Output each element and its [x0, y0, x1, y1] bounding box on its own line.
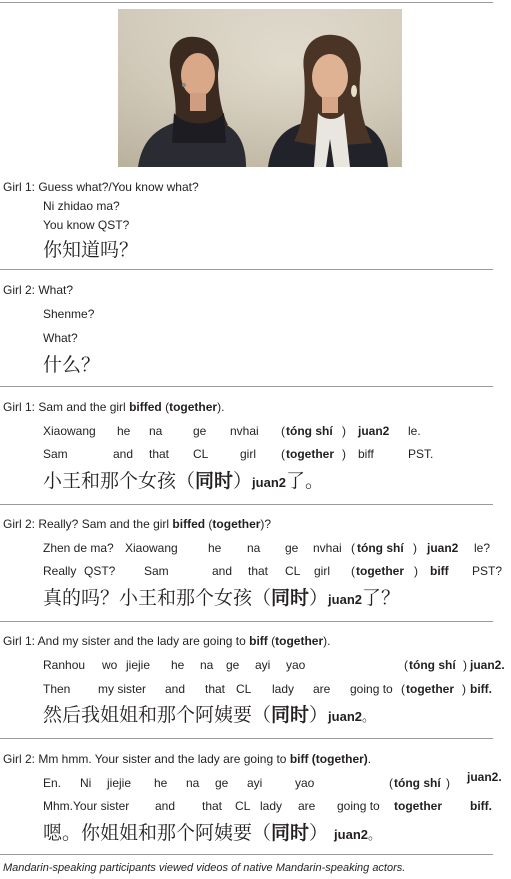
d5-gloss-token: CL [236, 682, 252, 696]
d4-pinyin-token: ge [285, 541, 299, 555]
d4-speaker-bold-adverb: together [212, 517, 261, 531]
d2-speaker-line: Girl 2: What? [3, 283, 74, 297]
d4-pinyin-token: Zhen de ma? [43, 541, 114, 555]
d3-gloss-token: ( [281, 447, 285, 461]
d5-gloss-token: biff. [470, 682, 492, 696]
actors-illustration [118, 9, 402, 167]
d4-gloss-token: and [212, 564, 233, 578]
d3-gloss-token: PST. [408, 447, 434, 461]
d4-chinese-verb: juan2 [328, 592, 363, 607]
d5-gloss-token: ( [401, 682, 405, 696]
d6-chinese [43, 818, 381, 845]
d4-speaker-line [3, 517, 271, 531]
d6-chinese-part-a: 嗯。你姐姐和那个阿姨要（ [43, 822, 272, 844]
d6-gloss-token: CL [235, 799, 251, 813]
d3-gloss-token: Sam [43, 447, 68, 461]
d1-chinese: 你知道吗？ [43, 239, 139, 261]
d2-gloss: What? [43, 331, 78, 345]
d3-gloss-token: ) [342, 447, 346, 461]
d3-pinyin-token: ) [342, 424, 346, 438]
top-rule [0, 2, 493, 3]
d5-speaker-line [3, 634, 330, 648]
d3-speaker-prefix: Girl 1: Sam and the girl [3, 400, 130, 414]
d6-pinyin-token: he [154, 776, 168, 790]
d5-pinyin-token: yao [286, 658, 306, 672]
d6-gloss-token: going to [337, 799, 380, 813]
d3-chinese-part-a: 小王和那个女孩（ [43, 470, 196, 492]
d5-pinyin-token: ( [404, 658, 408, 672]
d5-gloss-token: ) [462, 682, 466, 696]
d2-pinyin: Shenme? [43, 307, 95, 321]
d3-gloss-token: girl [240, 447, 257, 461]
d5-speaker-prefix: Girl 1: And my sister and the lady are going to [3, 634, 250, 648]
d3-speaker-bold-verb: biffed [129, 400, 162, 414]
d4-chinese-part-c: ） [309, 587, 329, 609]
d5-gloss-token: and [165, 682, 186, 696]
d4-chinese-bold: 同时 [271, 587, 310, 609]
divider-5 [0, 738, 493, 739]
d5-pinyin-token: wo [102, 658, 118, 672]
d6-pinyin-token: ge [215, 776, 229, 790]
d3-chinese [43, 466, 324, 493]
d4-speaker-prefix: Girl 2: Really? Sam and the girl [3, 517, 173, 531]
d6-chinese-part-c: ） [309, 822, 329, 844]
divider-1 [0, 269, 493, 270]
d3-pinyin-token: Xiaowang [43, 424, 96, 438]
d6-pinyin-token: Ni [80, 776, 92, 790]
d6-speaker-line [3, 752, 371, 766]
d3-pinyin-token: le. [408, 424, 421, 438]
d3-gloss-token: biff [358, 447, 374, 461]
d5-chinese-bold: 同时 [271, 704, 310, 726]
d5-gloss-token: are [313, 682, 331, 696]
d5-speaker-mid: ( [267, 634, 276, 648]
divider-2 [0, 386, 493, 387]
d5-gloss-token: my sister [98, 682, 146, 696]
d5-gloss-token: together [406, 682, 454, 696]
d4-gloss-token: girl [314, 564, 331, 578]
d4-gloss-token: biff [430, 564, 449, 578]
d4-speaker-suffix: )? [260, 517, 272, 531]
d3-chinese-part-c: ） [233, 470, 253, 492]
d4-gloss-token: ( [351, 564, 355, 578]
d6-pinyin-token: juan2. [467, 770, 502, 784]
divider-3 [0, 504, 493, 505]
d6-chinese-bold: 同时 [271, 822, 310, 844]
d6-speaker-prefix: Girl 2: Mm hmm. Your sister and the lady are going to [3, 752, 290, 766]
d6-pinyin-token: na [186, 776, 200, 790]
d3-chinese-verb: juan2 [252, 475, 287, 490]
d5-chinese-part-e: 。 [362, 710, 376, 725]
d3-pinyin-token: ge [193, 424, 207, 438]
d5-pinyin-token: he [171, 658, 185, 672]
d4-gloss-token: PST? [472, 564, 503, 578]
d5-pinyin-token: jiejie [126, 658, 151, 672]
d5-speaker-suffix: ). [323, 634, 331, 648]
divider-4 [0, 621, 493, 622]
d4-pinyin-token: Xiaowang [125, 541, 178, 555]
d5-speaker-bold-adverb: together [275, 634, 324, 648]
d5-gloss-token: Then [43, 682, 71, 696]
d5-pinyin-token: ayi [255, 658, 271, 672]
d4-speaker-mid: ( [205, 517, 213, 531]
d3-pinyin-token: nvhai [230, 424, 259, 438]
d6-chinese-part-e: 。 [368, 828, 382, 843]
d3-speaker-bold-adverb: together [169, 400, 218, 414]
d3-chinese-part-e: 了。 [286, 470, 325, 492]
d3-gloss-token: CL [193, 447, 209, 461]
d3-gloss-token: together [286, 447, 334, 461]
d3-pinyin-token: na [149, 424, 163, 438]
d6-pinyin-token: ) [446, 776, 450, 790]
d4-pinyin-token: nvhai [313, 541, 342, 555]
d6-pinyin-token: En. [43, 776, 62, 790]
d3-gloss-token: and [113, 447, 134, 461]
d1-speaker-line: Girl 1: Guess what?/You know what? [3, 180, 199, 194]
d6-pinyin-token: tóng shí [394, 776, 441, 790]
divider-6 [0, 854, 493, 855]
d4-gloss-token: CL [285, 564, 301, 578]
d4-gloss-token: together [356, 564, 404, 578]
d6-pinyin-token: ayi [247, 776, 263, 790]
d6-gloss-token: Mhm.Your sister [43, 799, 130, 813]
d3-chinese-bold: 同时 [195, 470, 234, 492]
d6-pinyin-token: ( [389, 776, 393, 790]
d6-gloss-token: are [298, 799, 316, 813]
d6-gloss-token: together [394, 799, 442, 813]
d6-speaker-suffix: . [367, 752, 372, 766]
d3-pinyin-token: ( [281, 424, 285, 438]
d4-pinyin-token: tóng shí [357, 541, 404, 555]
d6-chinese-verb: juan2 [334, 827, 369, 842]
d5-pinyin-token: Ranhou [43, 658, 86, 672]
d3-pinyin-token: juan2 [358, 424, 390, 438]
d4-pinyin-token: na [247, 541, 261, 555]
d4-gloss-token: that [248, 564, 269, 578]
d6-gloss-token: and [155, 799, 176, 813]
d5-pinyin-token: ) [463, 658, 467, 672]
d5-chinese-part-c: ） [309, 704, 329, 726]
d4-chinese-part-a: 真的吗？小王和那个女孩（ [43, 587, 272, 609]
d6-gloss-token: that [202, 799, 223, 813]
d6-pinyin-token: jiejie [107, 776, 132, 790]
d3-speaker-line [3, 400, 224, 414]
d3-speaker-suffix: ). [217, 400, 225, 414]
d4-chinese [43, 583, 400, 610]
d5-gloss-token: lady [272, 682, 295, 696]
d4-chinese-part-e: 了？ [362, 587, 401, 609]
d4-gloss-token: Really [43, 564, 77, 578]
d5-pinyin-token: ge [226, 658, 240, 672]
d4-gloss-token: ) [414, 564, 418, 578]
d6-gloss-token: biff. [470, 799, 492, 813]
d6-speaker-bold-phrase: biff (together) [289, 752, 368, 766]
d5-chinese-verb: juan2 [328, 709, 363, 724]
d5-pinyin-token: na [200, 658, 214, 672]
d4-pinyin-token: he [208, 541, 222, 555]
d3-speaker-mid: ( [161, 400, 170, 414]
d5-gloss-token: that [205, 682, 226, 696]
d4-pinyin-token: le? [474, 541, 491, 555]
d5-speaker-bold-verb: biff [249, 634, 268, 648]
figure-caption: Mandarin-speaking participants viewed videos of native Mandarin-speaking actors. [3, 862, 406, 874]
d3-pinyin-token: he [117, 424, 131, 438]
d6-pinyin-token: yao [295, 776, 315, 790]
d4-speaker-bold-verb: biffed [172, 517, 206, 531]
d4-pinyin-token: ( [351, 541, 355, 555]
d5-pinyin-token: tóng shí [409, 658, 456, 672]
d4-pinyin-token: juan2 [427, 541, 459, 555]
d3-gloss-token: that [149, 447, 170, 461]
d5-chinese [43, 700, 375, 727]
d5-gloss-token: going to [350, 682, 393, 696]
d6-gloss-token: lady [260, 799, 283, 813]
d3-pinyin-token: tóng shí [286, 424, 333, 438]
d4-gloss-token: Sam [144, 564, 169, 578]
video-still-photo [118, 9, 402, 167]
d1-pinyin: Ni zhidao ma? [43, 199, 120, 213]
d5-pinyin-token: juan2. [470, 658, 505, 672]
d5-chinese-part-a: 然后我姐姐和那个阿姨要（ [43, 704, 272, 726]
d4-gloss-token: QST? [84, 564, 116, 578]
d4-pinyin-token: ) [413, 541, 417, 555]
d1-gloss: You know QST? [43, 218, 130, 232]
d2-chinese: 什么？ [43, 354, 101, 376]
